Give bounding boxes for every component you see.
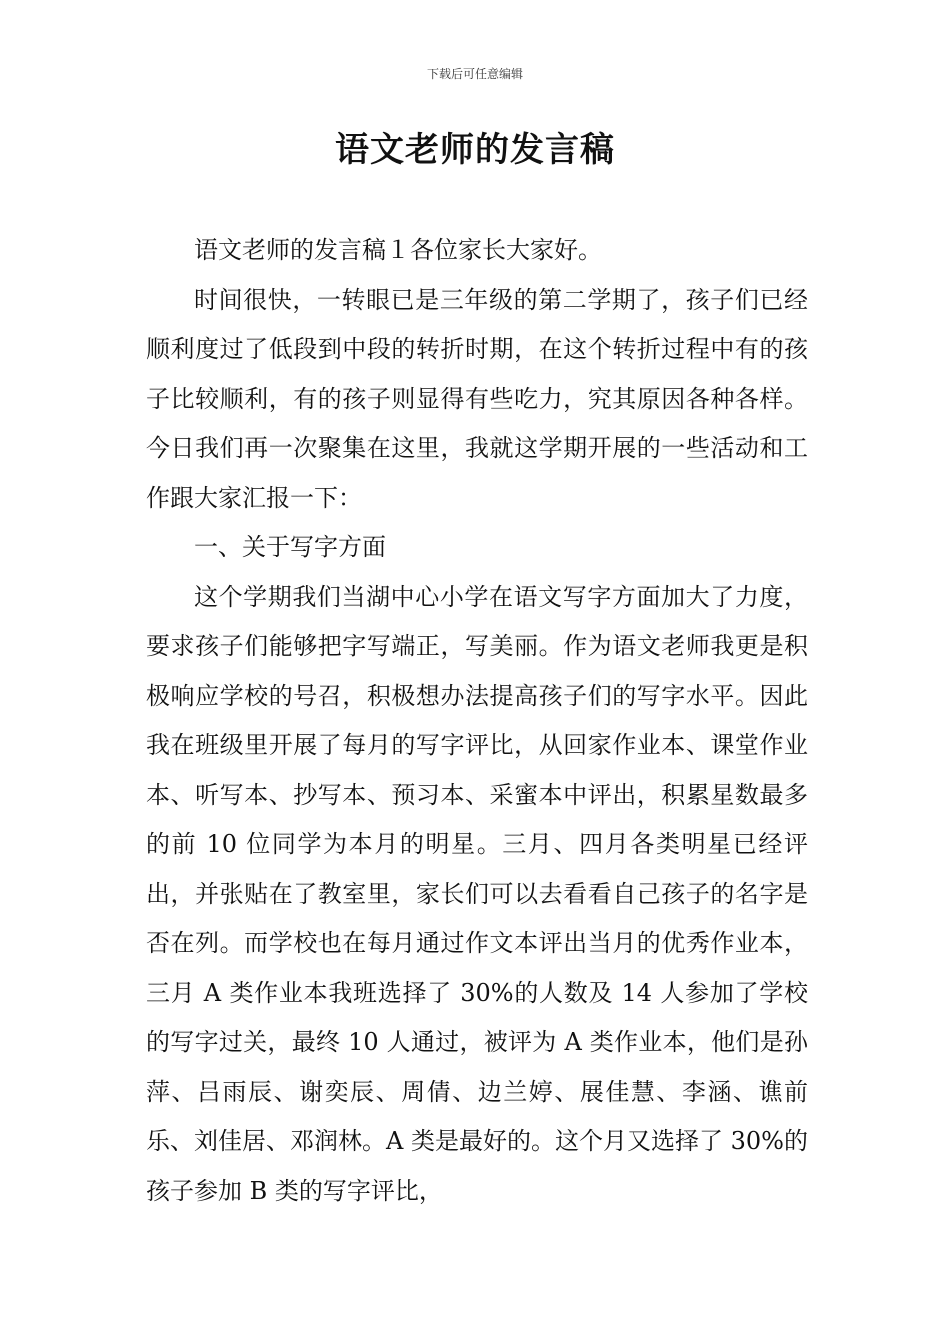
paragraph-greeting: 语文老师的发言稿１各位家长大家好。 — [194, 236, 602, 264]
document-body — [146, 226, 808, 1216]
header-note: 下载后可任意编辑 — [426, 67, 523, 81]
section-heading-writing: 一、关于写字方面 — [194, 533, 386, 561]
document-title: 语文老师的发言稿 — [335, 130, 615, 170]
paragraph-writing: 这个学期我们当湖中心小学在语文写字方面加大了力度，要求孩子们能够把字写端正，写美丽。作为语文老师我更是积极响应学校的号召，积极想办法提高孩子们的写字水平。因此我在班级里开展了每月的写字评比，从回家作业本、课堂作业本、听写本、抄写本、预习本、采蜜本中评出，积累星数最多的前 10 位同学为本月的明星。三月、四月各类明星已经评出，并张贴在了教室里，家长们可以去看看自己孩子的名字是否在列。而学校也在每月通过作文本评出当月的优秀作业本，三月 A 类作业本我班选择了 30%的人数及 14 人参加了学校的写字过关，最终 10 人通过，被评为 A 类作业本，他们是孙萍、吕雨辰、谢奕辰、周倩、边兰婷、展佳慧、李涵、谯前乐、刘佳居、邓润林。A 类是最好的。这个月又选择了 30%的孩子参加 B 类的写字评比， — [146, 582, 808, 1205]
paragraph-intro: 时间很快，一转眼已是三年级的第二学期了，孩子们已经顺利度过了低段到中段的转折时期，在这个转折过程中有的孩子比较顺利，有的孩子则显得有些吃力，究其原因各种各样。今日我们再一次聚集在这里，我就这学期开展的一些活动和工作跟大家汇报一下： — [146, 285, 808, 512]
